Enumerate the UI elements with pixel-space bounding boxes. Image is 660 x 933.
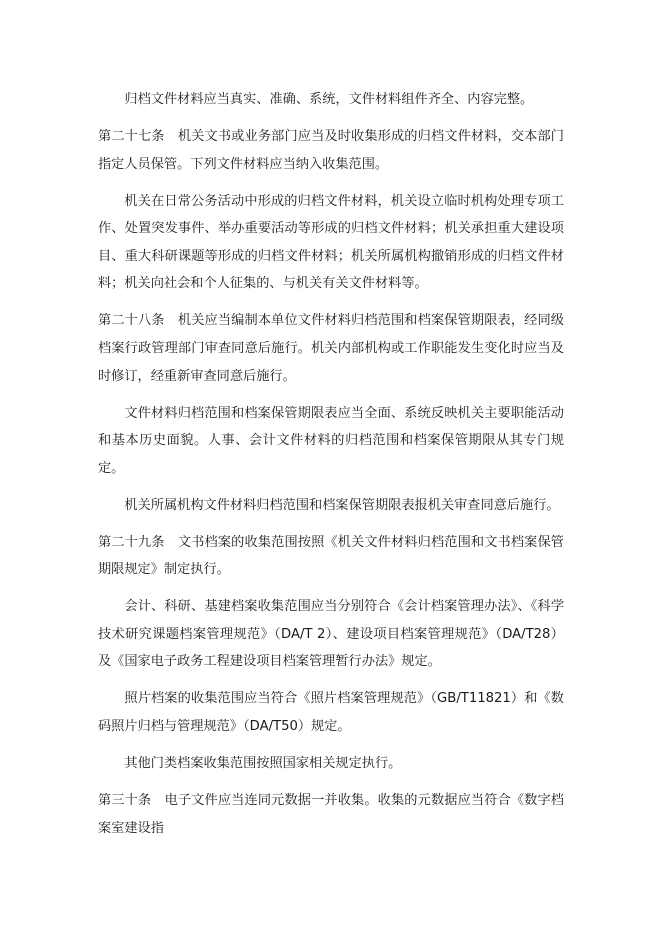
paragraph-6: 机关所属机构文件材料归档范围和档案保管期限表报机关审查同意后施行。 (124, 497, 560, 513)
paragraph-10: 其他门类档案收集范围按照国家相关规定执行。 (124, 755, 402, 771)
document-body (98, 86, 564, 852)
paragraph-3: 机关在日常公务活动中形成的归档文件材料，机关设立临时机构处理专项工作、处置突发事件、举办重要活动等形成的归档文件材料；机关承担重大建设项目、重大科研课题等形成的归档文件材料；机关所属机构撤销形成的归档文件材料；机关向社会和个人征集的、与机关有关文件材料等。 (98, 193, 564, 292)
paragraph-9: 照片档案的收集范围应当符合《照片档案管理规范》（GB/T11821）和《数码照片归档与管理规范》（DA/T50）规定。 (98, 691, 564, 734)
article-28: 第二十八条 机关应当编制本单位文件材料归档范围和档案保管期限表，经同级档案行政管理部门审查同意后施行。机关内部机构或工作职能发生变化时应当及时修订，经重新审查同意后施行。 (98, 313, 564, 384)
paragraph-5: 文件材料归档范围和档案保管期限表应当全面、系统反映机关主要职能活动和基本历史面貌。人事、会计文件材料的归档范围和档案保管期限从其专门规定。 (98, 405, 564, 476)
paragraph-1: 归档文件材料应当真实、准确、系统，文件材料组件齐全、内容完整。 (124, 92, 534, 107)
article-29: 第二十九条 文书档案的收集范围按照《机关文件材料归档范围和文书档案保管期限规定》制定执行。 (98, 534, 564, 578)
article-30: 第三十条 电子文件应当连同元数据一并收集。收集的元数据应当符合《数字档案室建设指 (98, 792, 564, 836)
paragraph-8: 会计、科研、基建档案收集范围应当分别符合《会计档案管理办法》、《科学技术研究课题档案管理规范》（DA/T 2）、建设项目档案管理规范》（DA/T28）及《国家电子政务工程建设项目档案管理暂行办法》规定。 (98, 599, 564, 670)
article-27: 第二十七条 机关文书或业务部门应当及时收集形成的归档文件材料，交本部门指定人员保管。下列文件材料应当纳入收集范围。 (98, 128, 564, 172)
